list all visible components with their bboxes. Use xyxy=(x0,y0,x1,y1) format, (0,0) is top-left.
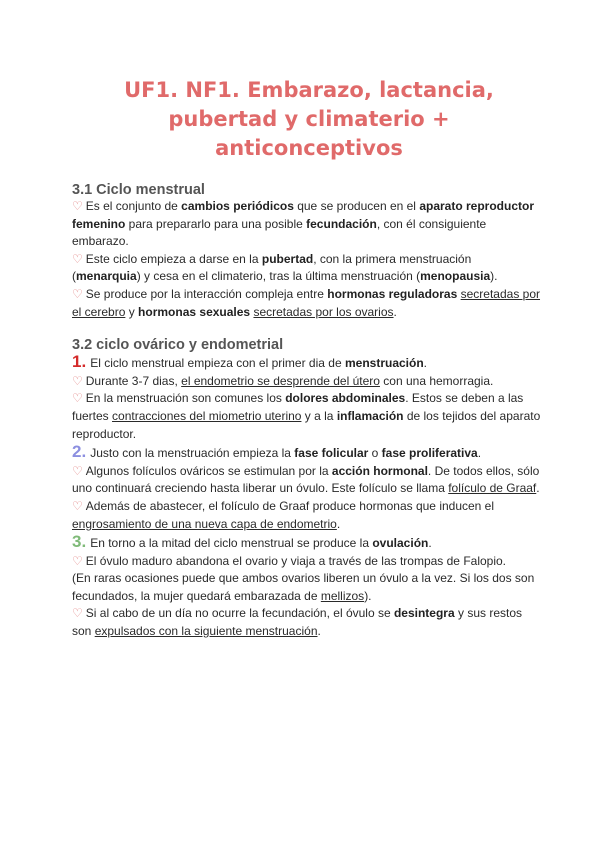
bold-term: desintegra xyxy=(393,606,455,621)
underlined-phrase: engrosamiento de una nueva capa de endometrio xyxy=(72,516,337,531)
text: . Estos se deben a las fuertes xyxy=(72,391,524,423)
text: ) y cesa en el climaterio, tras la última menstruación ( xyxy=(136,269,421,284)
text: Además de abastecer, el folículo de Graaf produce hormonas que inducen el xyxy=(85,498,495,513)
text: . xyxy=(317,624,321,639)
text: y xyxy=(125,304,139,319)
text: Justo con la menstruación empieza la xyxy=(90,446,295,461)
text: Es el conjunto de xyxy=(85,199,182,213)
step-3-disintegration xyxy=(72,605,542,640)
text: Durante 3-7 dias, xyxy=(85,373,182,388)
paragraph-definition xyxy=(72,198,542,251)
heart-icon: ♡ xyxy=(72,463,83,478)
text: . xyxy=(428,536,432,551)
text: ). xyxy=(364,588,372,603)
bold-term: menopausia xyxy=(420,269,491,284)
bold-term: menstruación xyxy=(344,356,424,371)
text: que se producen en el xyxy=(293,199,420,213)
underlined-phrase: secretadas por los ovarios xyxy=(253,304,394,319)
bold-term: acción hormonal xyxy=(331,463,428,478)
underlined-phrase: mellizos xyxy=(320,588,365,603)
bold-term: fecundación xyxy=(306,216,377,231)
heart-icon: ♡ xyxy=(72,498,83,513)
bold-term: hormonas reguladoras xyxy=(327,286,458,301)
step-number: 1. xyxy=(72,352,87,372)
step-3-twins xyxy=(72,570,542,605)
text: El óvulo maduro abandona el ovario y viaja a través de las trompas de Falopio. xyxy=(85,553,507,568)
step-3-intro xyxy=(72,533,542,553)
underlined-phrase: secretadas por el cerebro xyxy=(72,286,541,319)
text: , con él consiguiente embarazo. xyxy=(72,216,487,249)
text: y sus restos son xyxy=(72,606,523,639)
bold-term: cambios periódicos xyxy=(181,199,294,213)
text: y a la xyxy=(301,408,337,423)
bold-term: hormonas sexuales xyxy=(138,304,251,319)
text: , con la primera menstruación ( xyxy=(72,251,472,284)
text: . De todos ellos, sólo uno continuará creciendo hasta liberar un óvulo. Este folículo se llama xyxy=(72,463,540,496)
bold-term: aparato reproductor femenino xyxy=(72,199,534,231)
bold-term: fase folicular xyxy=(294,446,369,461)
step-2-intro xyxy=(72,443,542,463)
step-2-graaf xyxy=(72,498,542,533)
section-heading-ciclo-menstrual: 3.1 Ciclo menstrual xyxy=(72,182,205,198)
heart-icon: ♡ xyxy=(72,199,83,213)
underlined-phrase: expulsados con la siguiente menstruación xyxy=(94,624,318,639)
text: de los tejidos del aparato reproductor. xyxy=(72,408,541,441)
heart-icon: ♡ xyxy=(72,373,83,388)
underlined-phrase: folículo de Graaf xyxy=(448,481,537,496)
text: Este ciclo empieza a darse en la xyxy=(85,251,262,266)
text: con una hemorragia. xyxy=(379,373,494,388)
document-title: UF1. NF1. Embarazo, lactancia, pubertad y climaterio + anticonceptivos xyxy=(124,78,494,160)
underlined-phrase: el endometrio se desprende del útero xyxy=(181,373,380,388)
text: ). xyxy=(490,269,498,284)
paragraph-onset xyxy=(72,251,542,286)
text: . xyxy=(393,304,397,319)
underlined-phrase: contracciones del miometrio uterino xyxy=(112,408,302,423)
text: Algunos folículos ováricos se estimulan por la xyxy=(85,463,332,478)
bold-term: dolores abdominales xyxy=(285,391,406,406)
text: . xyxy=(336,516,341,531)
bold-term: fase proliferativa xyxy=(381,446,478,461)
heart-icon: ♡ xyxy=(72,286,83,301)
bold-term: pubertad xyxy=(261,251,314,266)
bold-term: menarquia xyxy=(76,269,137,284)
step-1-duration xyxy=(72,373,542,391)
heart-icon: ♡ xyxy=(72,606,83,621)
text: o xyxy=(368,446,382,461)
bold-term: inflamación xyxy=(336,408,404,423)
text: En torno a la mitad del ciclo menstrual se produce la xyxy=(90,536,373,551)
text: El ciclo menstrual empieza con el primer dia de xyxy=(90,356,345,371)
bold-term: ovulación xyxy=(372,536,429,551)
step-2-follicles xyxy=(72,463,542,498)
step-1-pain xyxy=(72,390,542,443)
step-3-ovum xyxy=(72,553,542,571)
text: . xyxy=(423,356,427,371)
text: Se produce por la interacción compleja entre xyxy=(85,286,328,301)
text: . xyxy=(536,481,540,496)
text: . xyxy=(477,446,482,461)
text: (En raras ocasiones puede que ambos ovarios liberen un óvulo a la vez. Si los dos son fecundados, la mujer quedará embarazada de xyxy=(72,571,535,603)
step-number: 3. xyxy=(72,532,87,552)
paragraph-hormones xyxy=(72,286,542,321)
heart-icon: ♡ xyxy=(72,553,83,568)
heart-icon: ♡ xyxy=(72,251,83,266)
text: para prepararlo para una posible xyxy=(125,216,307,231)
step-1-intro xyxy=(72,353,542,373)
heart-icon: ♡ xyxy=(72,391,83,406)
section-heading-ciclo-ovarico: 3.2 ciclo ovárico y endometrial xyxy=(72,337,284,354)
step-number: 2. xyxy=(72,442,87,462)
text: En la menstruación son comunes los xyxy=(85,391,286,406)
text: Si al cabo de un día no ocurre la fecundación, el óvulo se xyxy=(85,606,394,621)
